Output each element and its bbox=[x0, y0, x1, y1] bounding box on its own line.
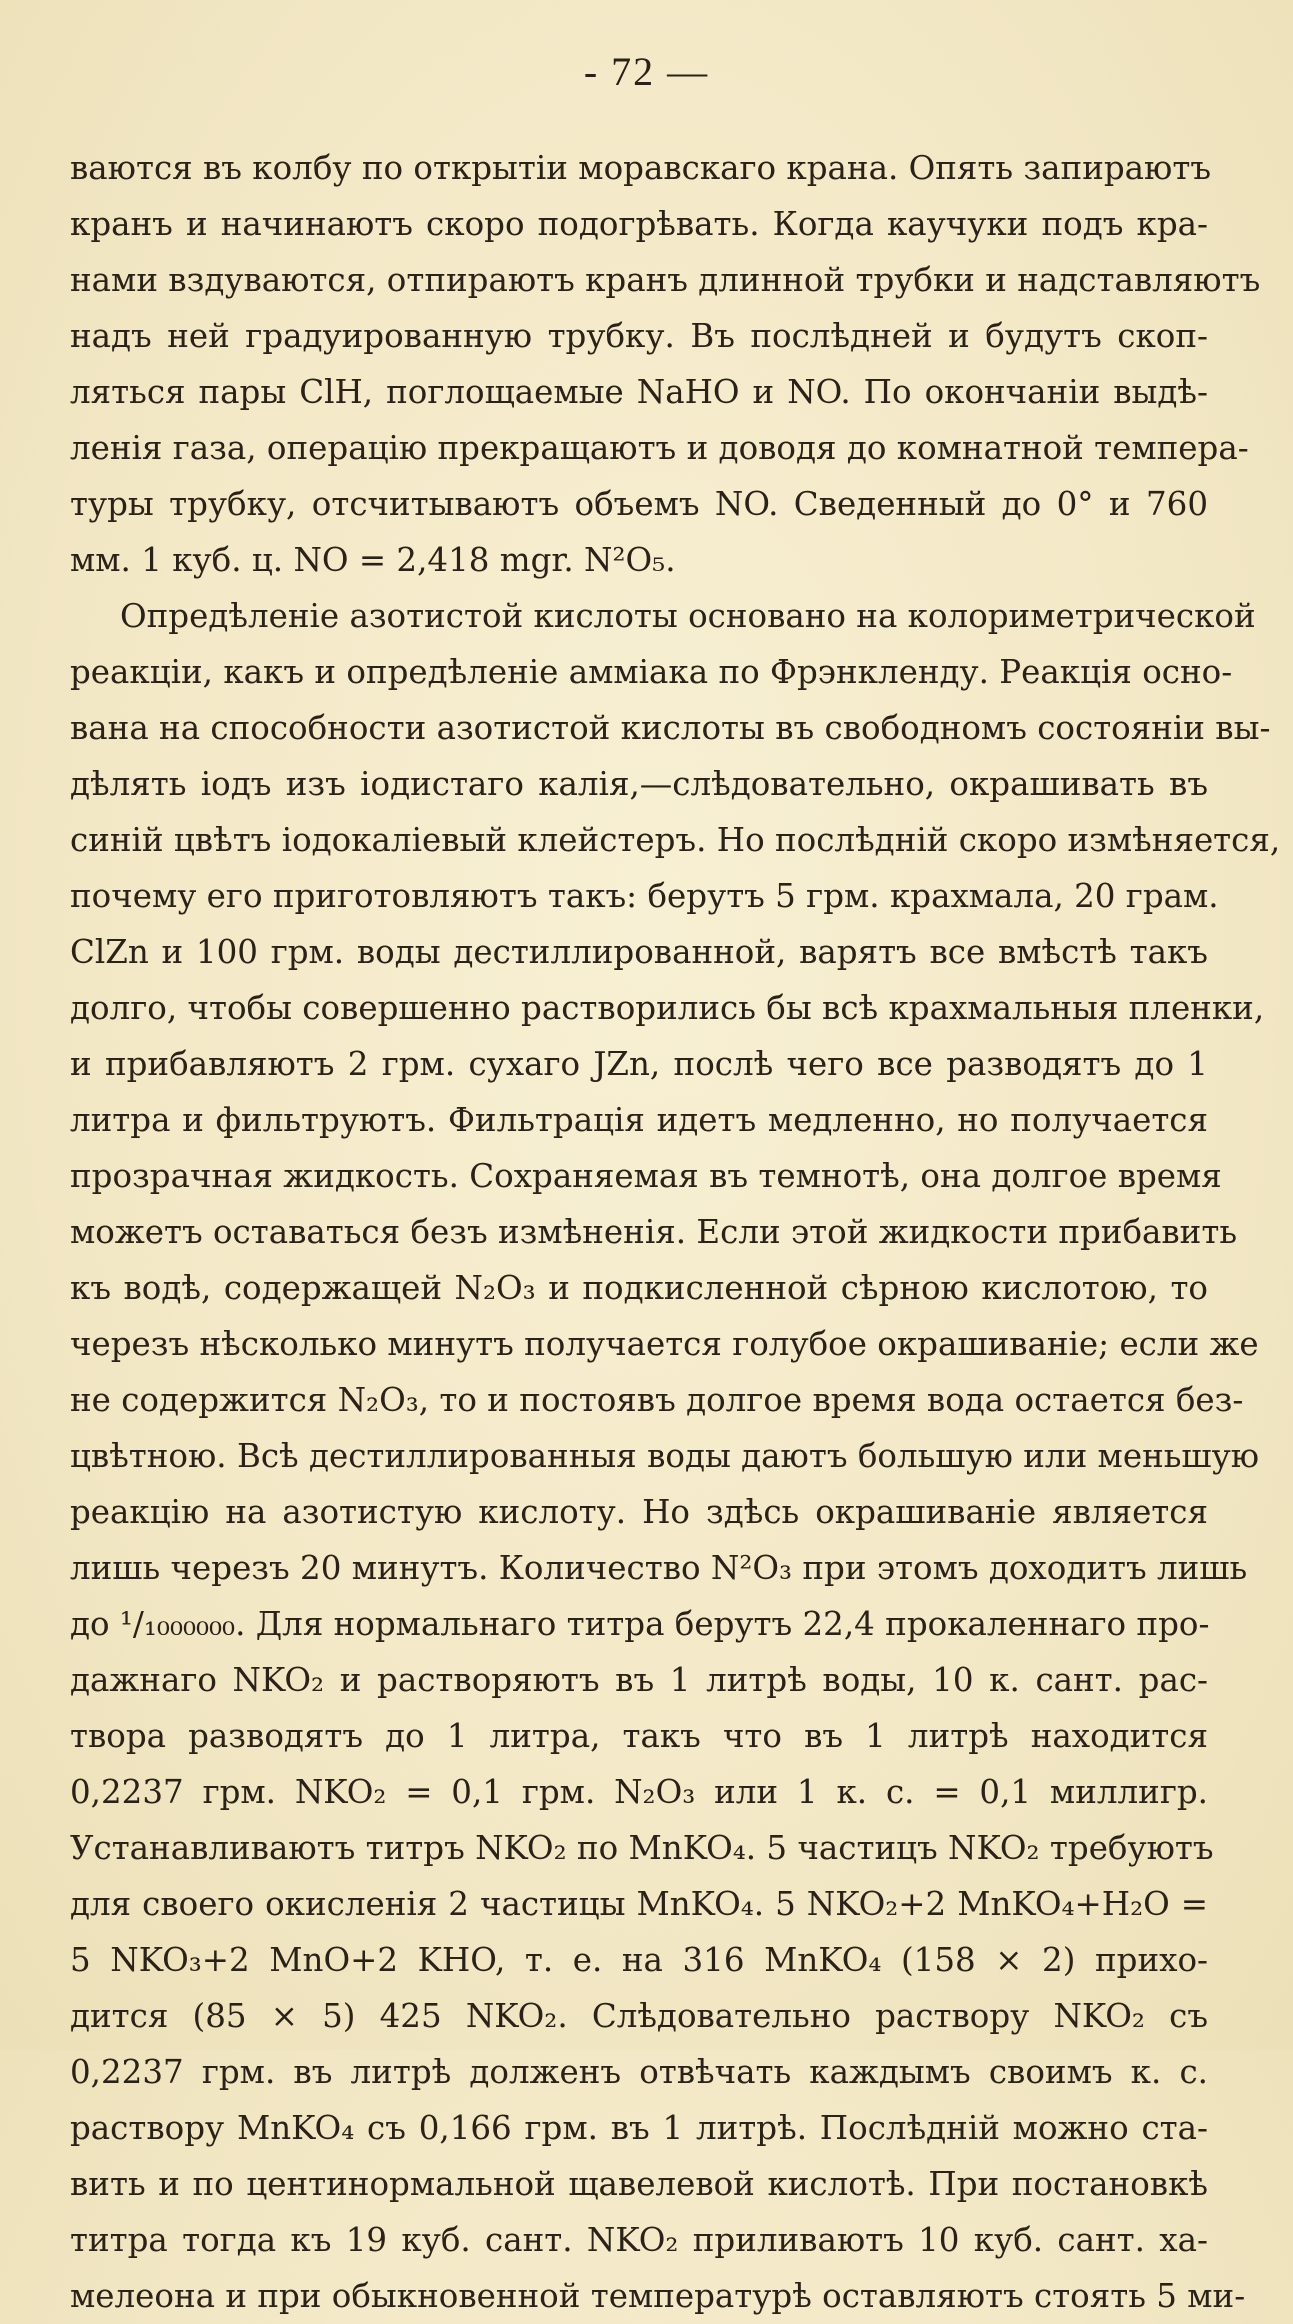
page-number: - 72 — bbox=[583, 49, 710, 94]
text-line: надъ ней градуированную трубку. Въ послѣдней и будутъ скоп- bbox=[70, 317, 1208, 355]
text-line: ваются въ колбу по открытіи моравскаго крана. Опять запираютъ bbox=[70, 149, 1211, 187]
text-line: ляться пары ClH, поглощаемые NaHO и NO. По окончаніи выдѣ- bbox=[70, 373, 1208, 411]
text-line: кранъ и начинаютъ скоро подогрѣвать. Когда каучуки подъ кра- bbox=[70, 205, 1208, 243]
text-line: нами вздуваются, отпираютъ кранъ длинной трубки и надставляютъ bbox=[70, 261, 1261, 299]
text-line: реакціи, какъ и опредѣленіе аммiака по Фрэнкленду. Реакція осно- bbox=[70, 653, 1233, 691]
text-line: прозрачная жидкость. Сохраняемая въ темнотѣ, она долгое время bbox=[70, 1157, 1222, 1195]
text-line: не содержится N₂O₃, то и постоявъ долгое время вода остается без- bbox=[70, 1381, 1244, 1419]
text-line: туры трубку, отсчитываютъ объемъ NO. Сведенный до 0° и 760 bbox=[70, 485, 1208, 523]
text-line: къ водѣ, содержащей N₂O₃ и подкисленной сѣрною кислотою, то bbox=[70, 1269, 1208, 1307]
body-text bbox=[70, 140, 1281, 2324]
text-line: синій цвѣтъ іодокаліевый клейстеръ. Но послѣдній скоро измѣняется, bbox=[70, 821, 1281, 859]
text-line: для своего окисленія 2 частицы MnKO₄. 5 NKO₂+2 MnKO₄+H₂O = bbox=[70, 1885, 1208, 1923]
text-line: вить и по центинормальной щавелевой кислотѣ. При постановкѣ bbox=[70, 2165, 1208, 2203]
text-line: мм. 1 куб. ц. NO = 2,418 mgr. N²O₅. bbox=[70, 541, 676, 579]
text-line: твора разводятъ до 1 литра, такъ что въ 1 литрѣ находится bbox=[70, 1717, 1208, 1755]
text-line: 0,2237 грм. въ литрѣ долженъ отвѣчать каждымъ своимъ к. с. bbox=[70, 2053, 1208, 2091]
text-line: дажнаго NKO₂ и растворяютъ въ 1 литрѣ воды, 10 к. сант. рас- bbox=[70, 1661, 1208, 1699]
text-line: вана на способности азотистой кислоты въ свободномъ состояніи вы- bbox=[70, 709, 1271, 747]
text-line: дится (85 × 5) 425 NKO₂. Слѣдовательно раствору NKO₂ съ bbox=[70, 1997, 1208, 2035]
text-line: можетъ оставаться безъ измѣненія. Если этой жидкости прибавить bbox=[70, 1213, 1238, 1251]
text-line: почему его приготовляютъ такъ: берутъ 5 грм. крахмала, 20 грам. bbox=[70, 877, 1219, 915]
text-line: цвѣтною. Всѣ дестиллированныя воды даютъ большую или меньшую bbox=[70, 1437, 1260, 1475]
text-line: реакцію на азотистую кислоту. Но здѣсь окрашиваніе является bbox=[70, 1493, 1208, 1531]
text-line: черезъ нѣсколько минутъ получается голубое окрашиваніе; если же bbox=[70, 1325, 1259, 1363]
text-line: и прибавляютъ 2 грм. сухаго JZn, послѣ чего все разводятъ до 1 bbox=[70, 1045, 1208, 1083]
text-line: до ¹/₁₀₀₀₀₀₀. Для нормальнаго титра берутъ 22,4 прокаленнаго про- bbox=[70, 1605, 1210, 1643]
text-line: Устанавливаютъ титръ NKO₂ по MnKO₄. 5 частицъ NKO₂ требуютъ bbox=[70, 1829, 1214, 1867]
text-line: дѣлять іодъ изъ іодистаго калія,—слѣдовательно, окрашивать въ bbox=[70, 765, 1208, 803]
text-line: ленія газа, операцію прекращаютъ и доводя до комнатной темпера- bbox=[70, 429, 1249, 467]
text-line: ClZn и 100 грм. воды дестиллированной, варятъ все вмѣстѣ такъ bbox=[70, 933, 1208, 971]
text-line: мелеона и при обыкновенной температурѣ оставляютъ стоять 5 ми- bbox=[70, 2277, 1246, 2315]
text-line: титра тогда къ 19 куб. сант. NKO₂ приливаютъ 10 куб. сант. ха- bbox=[70, 2221, 1208, 2259]
text-line: лишь черезъ 20 минутъ. Количество N²O₃ при этомъ доходитъ лишь bbox=[70, 1549, 1248, 1587]
text-line: 0,2237 грм. NKO₂ = 0,1 грм. N₂O₃ или 1 к. с. = 0,1 миллигр. bbox=[70, 1773, 1208, 1811]
paragraph-start-line: Опредѣленіе азотистой кислоты основано на колориметрической bbox=[120, 597, 1256, 635]
text-line: долго, чтобы совершенно растворились бы всѣ крахмальныя пленки, bbox=[70, 989, 1265, 1027]
text-line: 5 NKO₃+2 MnO+2 KHO, т. е. на 316 MnKO₄ (158 × 2) прихо- bbox=[70, 1941, 1208, 1979]
text-line: раствору MnKO₄ съ 0,166 грм. въ 1 литрѣ. Послѣдній можно ста- bbox=[70, 2109, 1208, 2147]
text-line: литра и фильтруютъ. Фильтрація идетъ медленно, но получается bbox=[70, 1101, 1208, 1139]
